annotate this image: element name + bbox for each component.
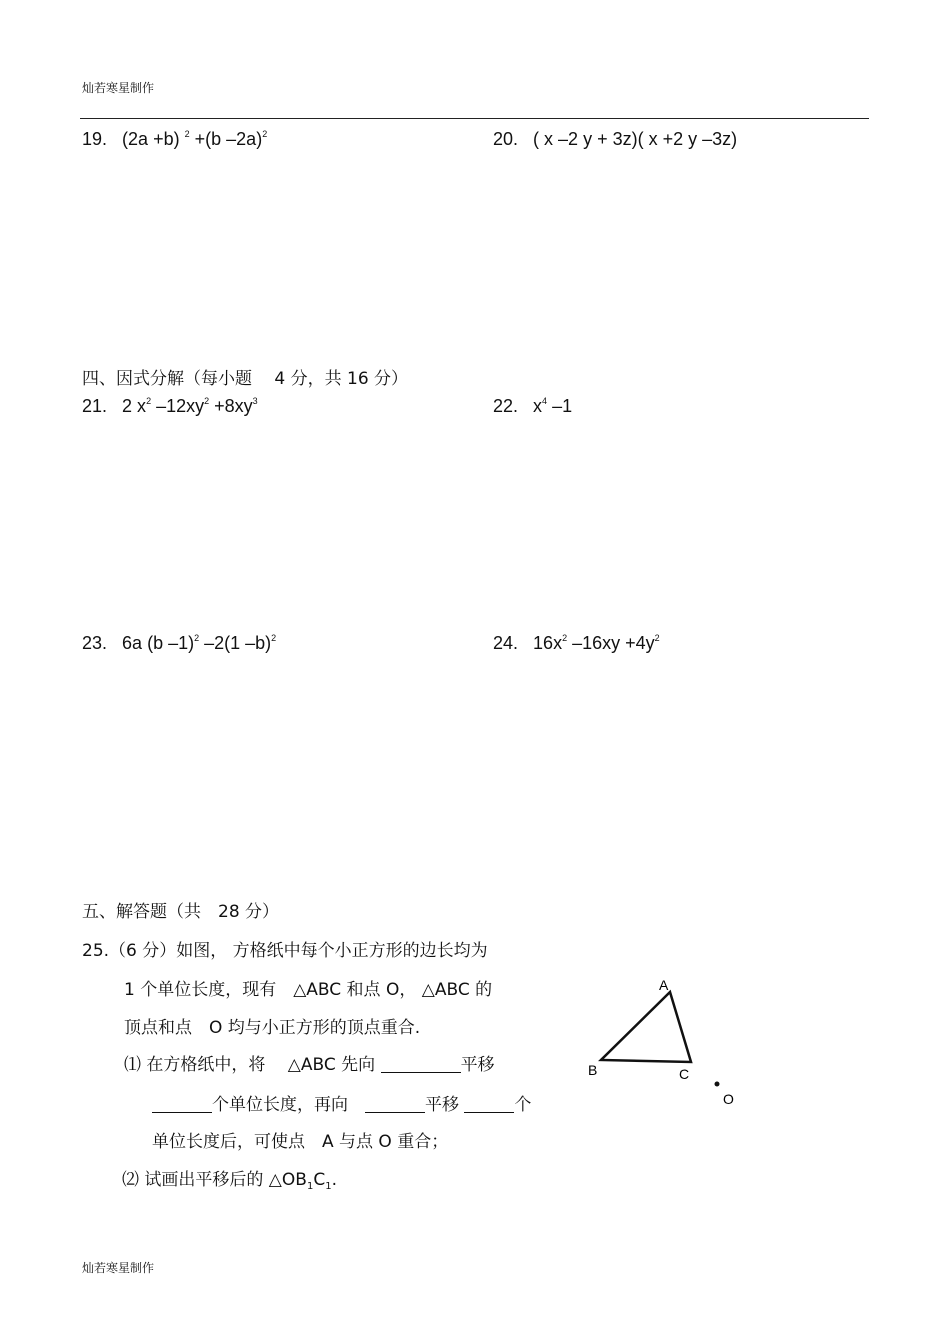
question-22: 22. $x^4$ –1 <box>493 396 573 416</box>
question-25-part1-cont: 个单位长度，再向 平移 个 <box>152 1090 531 1115</box>
label-a: A <box>659 977 669 993</box>
question-25-line2: 1 个单位长度，现有 △ABC 和点 O， △ABC 的 <box>124 980 493 1000</box>
answer-blank-units-1[interactable] <box>152 1096 212 1113</box>
question-25-part2: ⑵ 试画出平移后的 $\triangle OB_1C_1$. <box>122 1170 337 1192</box>
question-25-line3: 顶点和点 O 均与小正方形的顶点重合. <box>124 1018 421 1038</box>
header-rule <box>80 118 869 119</box>
question-19: 19. (2a +b) $^2$ +(b –2a)$^2$ <box>82 129 268 149</box>
question-21: 21. 2 $x^2$ $-12xy^2 +8xy^3$ <box>82 396 258 416</box>
answer-blank-direction-1[interactable] <box>381 1056 461 1073</box>
question-20: 20. ( x –2 y + 3z)( x +2 y –3z) <box>493 129 738 149</box>
section-5-title: 五、解答题（共 28 分） <box>82 902 280 922</box>
page-footer: 灿若寒星制作 <box>82 1261 155 1275</box>
question-25-part1: ⑴ 在方格纸中，将 △ABC 先向 平移 <box>124 1055 495 1075</box>
triangle-figure <box>570 965 770 1115</box>
section-4-title: 四、因式分解（每小题 4 分，共 16 分） <box>82 369 409 389</box>
question-24: 24. $16x^2$ $-16xy +4y^2$ <box>493 633 660 653</box>
answer-blank-direction-2[interactable] <box>365 1096 425 1113</box>
question-25-line6: 单位长度后，可使点 A 与点 O 重合； <box>152 1132 449 1152</box>
question-25-line1: 25.（6 分）如图， 方格纸中每个小正方形的边长均为 <box>82 941 488 961</box>
question-23: 23. 6a (b –1)$^2$ –2(1 –b)$^2$ <box>82 633 277 653</box>
point-o <box>715 1082 720 1087</box>
triangle-abc <box>601 992 691 1062</box>
page-header: 灿若寒星制作 <box>82 81 155 95</box>
label-b: B <box>588 1062 598 1078</box>
label-o: O <box>723 1091 734 1107</box>
label-c: C <box>679 1066 690 1082</box>
answer-blank-units-2[interactable] <box>464 1096 514 1113</box>
